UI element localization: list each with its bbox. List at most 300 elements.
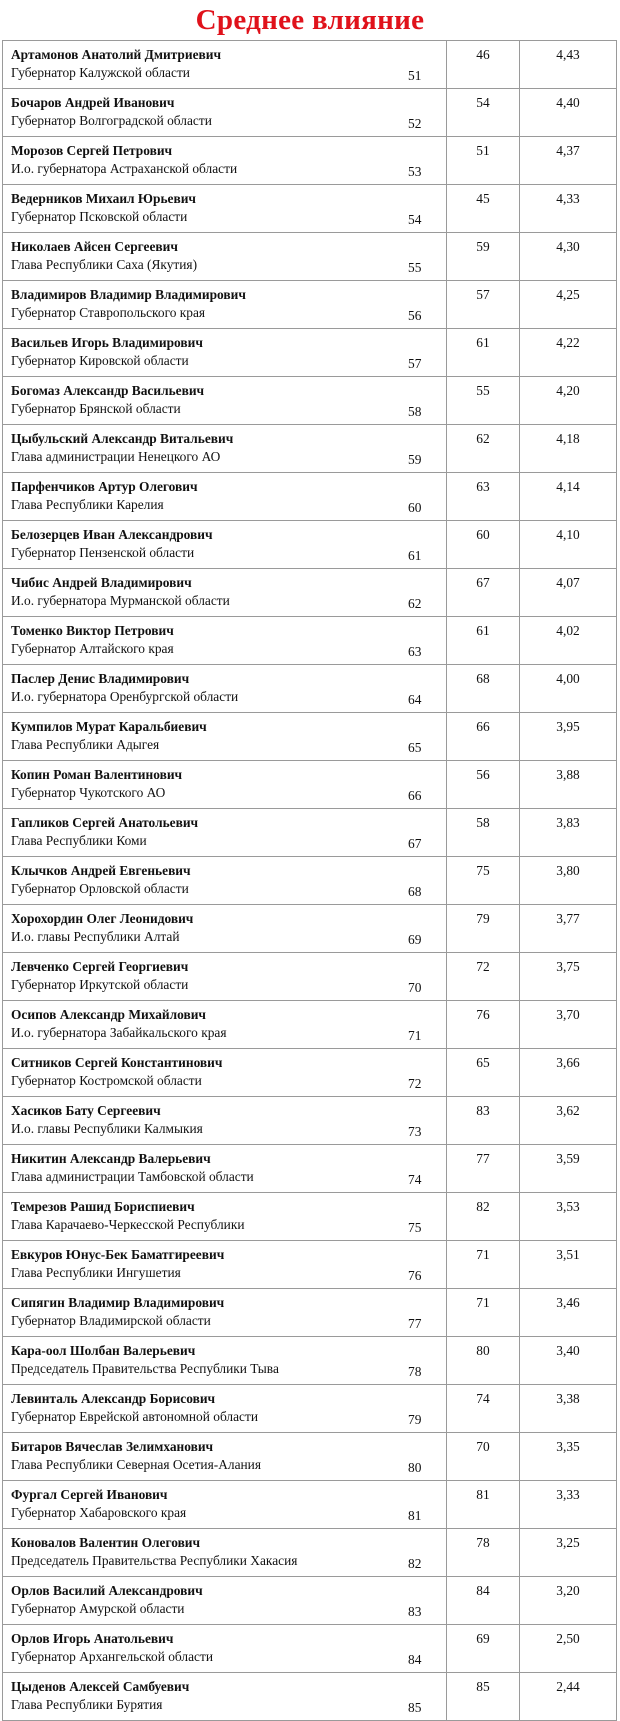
current-place: 65 xyxy=(408,740,422,755)
person-name: Томенко Виктор Петрович xyxy=(11,623,174,638)
person-position: Глава Республики Адыгея xyxy=(11,737,160,752)
previous-place-cell xyxy=(447,281,520,329)
person-name: Орлов Игорь Анатольевич xyxy=(11,1631,174,1646)
previous-place: 56 xyxy=(476,767,490,782)
place-cell xyxy=(380,1145,447,1193)
person-position: Глава Республики Коми xyxy=(11,833,147,848)
person-position: Губернатор Ставропольского края xyxy=(11,305,206,320)
score-cell xyxy=(520,233,617,281)
influence-score: 4,37 xyxy=(556,143,580,158)
score-cell xyxy=(520,1433,617,1481)
influence-score: 4,20 xyxy=(556,383,580,398)
influence-score: 4,22 xyxy=(556,335,580,350)
person-cell xyxy=(3,473,381,521)
score-cell xyxy=(520,329,617,377)
table-row xyxy=(3,1193,617,1241)
place-cell xyxy=(380,1337,447,1385)
person-name: Евкуров Юнус-Бек Баматгиреевич xyxy=(11,1247,225,1262)
person-cell xyxy=(3,281,381,329)
score-cell xyxy=(520,1193,617,1241)
table-row xyxy=(3,1241,617,1289)
table-row xyxy=(3,473,617,521)
current-place: 60 xyxy=(408,500,422,515)
score-cell xyxy=(520,857,617,905)
place-cell xyxy=(380,857,447,905)
current-place: 70 xyxy=(408,980,422,995)
previous-place-cell xyxy=(447,1529,520,1577)
person-cell xyxy=(3,137,381,185)
score-cell xyxy=(520,665,617,713)
current-place: 83 xyxy=(408,1604,422,1619)
rating-table-body xyxy=(3,41,617,1721)
previous-place: 46 xyxy=(476,47,490,62)
place-cell xyxy=(380,1385,447,1433)
person-position: Глава Республики Саха (Якутия) xyxy=(11,257,198,272)
influence-score: 3,95 xyxy=(556,719,580,734)
place-cell xyxy=(380,425,447,473)
current-place: 54 xyxy=(408,212,422,227)
previous-place-cell xyxy=(447,713,520,761)
place-cell xyxy=(380,761,447,809)
person-position: И.о. главы Республики Алтай xyxy=(11,929,180,944)
person-cell xyxy=(3,953,381,1001)
previous-place: 63 xyxy=(476,479,490,494)
page-title: Среднее влияние xyxy=(195,3,425,36)
previous-place-cell xyxy=(447,329,520,377)
person-cell xyxy=(3,329,381,377)
table-row xyxy=(3,425,617,473)
table-row xyxy=(3,377,617,425)
person-name: Хорохордин Олег Леонидович xyxy=(11,911,194,926)
person-position: Глава Республики Бурятия xyxy=(11,1697,163,1712)
current-place: 75 xyxy=(408,1220,422,1235)
previous-place-cell xyxy=(447,905,520,953)
person-cell xyxy=(3,1289,381,1337)
previous-place-cell xyxy=(447,185,520,233)
previous-place: 66 xyxy=(476,719,490,734)
score-cell xyxy=(520,1337,617,1385)
current-place: 79 xyxy=(408,1412,422,1427)
previous-place: 54 xyxy=(476,95,490,110)
previous-place: 61 xyxy=(476,335,490,350)
place-cell xyxy=(380,137,447,185)
score-cell xyxy=(520,617,617,665)
table-row xyxy=(3,1625,617,1673)
person-name: Левченко Сергей Георгиевич xyxy=(11,959,189,974)
previous-place: 71 xyxy=(476,1295,490,1310)
score-cell xyxy=(520,89,617,137)
influence-score: 3,83 xyxy=(556,815,580,830)
person-cell xyxy=(3,665,381,713)
person-name: Парфенчиков Артур Олегович xyxy=(11,479,198,494)
previous-place: 85 xyxy=(476,1679,490,1694)
influence-score: 3,38 xyxy=(556,1391,580,1406)
previous-place: 69 xyxy=(476,1631,490,1646)
previous-place-cell xyxy=(447,1337,520,1385)
previous-place-cell xyxy=(447,665,520,713)
person-cell xyxy=(3,233,381,281)
person-name: Битаров Вячеслав Зелимханович xyxy=(11,1439,214,1454)
person-name: Цыденов Алексей Самбуевич xyxy=(11,1679,190,1694)
person-name: Коновалов Валентин Олегович xyxy=(11,1535,201,1550)
person-position: Глава администрации Ненецкого АО xyxy=(11,449,221,464)
table-row xyxy=(3,1673,617,1721)
person-name: Осипов Александр Михайлович xyxy=(11,1007,206,1022)
previous-place-cell xyxy=(447,953,520,1001)
current-place: 81 xyxy=(408,1508,422,1523)
table-row xyxy=(3,89,617,137)
previous-place-cell xyxy=(447,1673,520,1721)
score-cell xyxy=(520,377,617,425)
influence-score: 3,20 xyxy=(556,1583,580,1598)
score-cell xyxy=(520,761,617,809)
influence-score: 3,62 xyxy=(556,1103,580,1118)
person-position: Губернатор Калужской области xyxy=(11,65,190,80)
person-position: Губернатор Кировской области xyxy=(11,353,189,368)
current-place: 51 xyxy=(408,68,422,83)
score-cell xyxy=(520,1097,617,1145)
table-row xyxy=(3,521,617,569)
person-name: Кумпилов Мурат Каральбиевич xyxy=(11,719,207,734)
influence-score: 4,02 xyxy=(556,623,580,638)
influence-score: 4,40 xyxy=(556,95,580,110)
person-name: Бочаров Андрей Иванович xyxy=(11,95,175,110)
person-cell xyxy=(3,1529,381,1577)
table-row xyxy=(3,857,617,905)
influence-score: 4,30 xyxy=(556,239,580,254)
previous-place-cell xyxy=(447,809,520,857)
previous-place: 84 xyxy=(476,1583,490,1598)
previous-place-cell xyxy=(447,857,520,905)
score-cell xyxy=(520,1241,617,1289)
previous-place: 76 xyxy=(476,1007,490,1022)
influence-score: 4,18 xyxy=(556,431,580,446)
score-cell xyxy=(520,713,617,761)
place-cell xyxy=(380,1097,447,1145)
score-cell xyxy=(520,185,617,233)
person-name: Темрезов Рашид Бориспиевич xyxy=(11,1199,195,1214)
previous-place-cell xyxy=(447,473,520,521)
person-position: Глава Республики Ингушетия xyxy=(11,1265,181,1280)
previous-place: 70 xyxy=(476,1439,490,1454)
current-place: 53 xyxy=(408,164,422,179)
table-row xyxy=(3,617,617,665)
score-cell xyxy=(520,521,617,569)
person-cell xyxy=(3,1145,381,1193)
previous-place-cell xyxy=(447,1097,520,1145)
person-name: Владимиров Владимир Владимирович xyxy=(11,287,246,302)
previous-place-cell xyxy=(447,1385,520,1433)
place-cell xyxy=(380,569,447,617)
score-cell xyxy=(520,1289,617,1337)
previous-place: 58 xyxy=(476,815,490,830)
person-name: Цыбульский Александр Витальевич xyxy=(11,431,234,446)
previous-place: 62 xyxy=(476,431,490,446)
place-cell xyxy=(380,713,447,761)
person-position: Глава Республики Северная Осетия-Алания xyxy=(11,1457,262,1472)
current-place: 77 xyxy=(408,1316,422,1331)
person-position: И.о. губернатора Мурманской области xyxy=(11,593,230,608)
person-position: И.о. главы Республики Калмыкия xyxy=(11,1121,203,1136)
previous-place: 72 xyxy=(476,959,490,974)
person-name: Орлов Василий Александрович xyxy=(11,1583,203,1598)
person-cell xyxy=(3,569,381,617)
score-cell xyxy=(520,41,617,89)
current-place: 84 xyxy=(408,1652,422,1667)
person-cell xyxy=(3,857,381,905)
current-place: 56 xyxy=(408,308,422,323)
previous-place-cell xyxy=(447,1193,520,1241)
previous-place: 55 xyxy=(476,383,490,398)
table-row xyxy=(3,1049,617,1097)
previous-place: 59 xyxy=(476,239,490,254)
table-row xyxy=(3,569,617,617)
previous-place: 79 xyxy=(476,911,490,926)
person-position: Председатель Правительства Республики Хакасия xyxy=(11,1553,298,1568)
person-name: Ситников Сергей Константинович xyxy=(11,1055,223,1070)
place-cell xyxy=(380,329,447,377)
person-position: Губернатор Иркутской области xyxy=(11,977,189,992)
person-name: Гапликов Сергей Анатольевич xyxy=(11,815,199,830)
previous-place-cell xyxy=(447,761,520,809)
person-name: Сипягин Владимир Владимирович xyxy=(11,1295,225,1310)
current-place: 78 xyxy=(408,1364,422,1379)
table-row xyxy=(3,713,617,761)
current-place: 57 xyxy=(408,356,422,371)
person-position: Председатель Правительства Республики Тыва xyxy=(11,1361,279,1376)
person-cell xyxy=(3,617,381,665)
previous-place: 71 xyxy=(476,1247,490,1262)
previous-place: 74 xyxy=(476,1391,490,1406)
place-cell xyxy=(380,281,447,329)
table-row xyxy=(3,137,617,185)
person-name: Артамонов Анатолий Дмитриевич xyxy=(11,47,222,62)
previous-place: 61 xyxy=(476,623,490,638)
person-cell xyxy=(3,1625,381,1673)
influence-score: 4,07 xyxy=(556,575,580,590)
influence-score: 3,33 xyxy=(556,1487,580,1502)
person-position: Глава администрации Тамбовской области xyxy=(11,1169,254,1184)
previous-place: 80 xyxy=(476,1343,490,1358)
influence-score: 4,10 xyxy=(556,527,580,542)
previous-place-cell xyxy=(447,521,520,569)
place-cell xyxy=(380,1193,447,1241)
person-position: Губернатор Владимирской области xyxy=(11,1313,211,1328)
person-cell xyxy=(3,809,381,857)
place-cell xyxy=(380,905,447,953)
score-cell xyxy=(520,473,617,521)
influence-score: 3,77 xyxy=(556,911,580,926)
influence-score: 3,53 xyxy=(556,1199,580,1214)
place-cell xyxy=(380,41,447,89)
rating-table xyxy=(2,40,617,1721)
person-name: Хасиков Бату Сергеевич xyxy=(11,1103,161,1118)
current-place: 76 xyxy=(408,1268,422,1283)
person-cell xyxy=(3,425,381,473)
score-cell xyxy=(520,1577,617,1625)
person-name: Никитин Александр Валерьевич xyxy=(11,1151,211,1166)
current-place: 63 xyxy=(408,644,422,659)
current-place: 64 xyxy=(408,692,422,707)
influence-score: 3,51 xyxy=(556,1247,580,1262)
previous-place-cell xyxy=(447,89,520,137)
previous-place-cell xyxy=(447,1001,520,1049)
influence-score: 3,80 xyxy=(556,863,580,878)
previous-place: 45 xyxy=(476,191,490,206)
place-cell xyxy=(380,233,447,281)
current-place: 61 xyxy=(408,548,422,563)
place-cell xyxy=(380,1289,447,1337)
place-cell xyxy=(380,89,447,137)
place-cell xyxy=(380,665,447,713)
person-name: Кара-оол Шолбан Валерьевич xyxy=(11,1343,196,1358)
person-name: Белозерцев Иван Александрович xyxy=(11,527,213,542)
influence-score: 4,33 xyxy=(556,191,580,206)
person-name: Ведерников Михаил Юрьевич xyxy=(11,191,196,206)
person-position: Губернатор Алтайского края xyxy=(11,641,174,656)
place-cell xyxy=(380,185,447,233)
place-cell xyxy=(380,617,447,665)
person-name: Морозов Сергей Петрович xyxy=(11,143,173,158)
score-cell xyxy=(520,953,617,1001)
current-place: 82 xyxy=(408,1556,422,1571)
place-cell xyxy=(380,1049,447,1097)
person-position: И.о. губернатора Астраханской области xyxy=(11,161,238,176)
table-row xyxy=(3,809,617,857)
influence-score: 3,88 xyxy=(556,767,580,782)
person-cell xyxy=(3,1097,381,1145)
person-cell xyxy=(3,905,381,953)
previous-place: 51 xyxy=(476,143,490,158)
influence-score: 4,00 xyxy=(556,671,580,686)
influence-score: 4,43 xyxy=(556,47,580,62)
score-cell xyxy=(520,1001,617,1049)
previous-place-cell xyxy=(447,1625,520,1673)
table-row xyxy=(3,1097,617,1145)
table-row xyxy=(3,761,617,809)
current-place: 74 xyxy=(408,1172,422,1187)
table-row xyxy=(3,329,617,377)
person-name: Богомаз Александр Васильевич xyxy=(11,383,205,398)
person-position: И.о. губернатора Оренбургской области xyxy=(11,689,239,704)
score-cell xyxy=(520,569,617,617)
person-cell xyxy=(3,1001,381,1049)
person-name: Копин Роман Валентинович xyxy=(11,767,183,782)
person-position: Губернатор Костромской области xyxy=(11,1073,202,1088)
previous-place: 75 xyxy=(476,863,490,878)
influence-score: 3,70 xyxy=(556,1007,580,1022)
table-row xyxy=(3,1337,617,1385)
current-place: 80 xyxy=(408,1460,422,1475)
current-place: 62 xyxy=(408,596,422,611)
current-place: 73 xyxy=(408,1124,422,1139)
person-position: Губернатор Пензенской области xyxy=(11,545,195,560)
previous-place-cell xyxy=(447,569,520,617)
title-bar xyxy=(0,0,620,40)
person-cell xyxy=(3,1049,381,1097)
person-position: Губернатор Архангельской области xyxy=(11,1649,213,1664)
previous-place-cell xyxy=(447,377,520,425)
place-cell xyxy=(380,473,447,521)
current-place: 72 xyxy=(408,1076,422,1091)
previous-place-cell xyxy=(447,1481,520,1529)
influence-score: 4,14 xyxy=(556,479,580,494)
previous-place: 67 xyxy=(476,575,490,590)
current-place: 52 xyxy=(408,116,422,131)
person-name: Николаев Айсен Сергеевич xyxy=(11,239,178,254)
influence-score: 2,50 xyxy=(556,1631,580,1646)
person-cell xyxy=(3,1481,381,1529)
person-cell xyxy=(3,41,381,89)
person-cell xyxy=(3,521,381,569)
score-cell xyxy=(520,281,617,329)
table-row xyxy=(3,281,617,329)
person-position: И.о. губернатора Забайкальского края xyxy=(11,1025,227,1040)
influence-score: 3,66 xyxy=(556,1055,580,1070)
previous-place-cell xyxy=(447,1145,520,1193)
person-name: Васильев Игорь Владимирович xyxy=(11,335,203,350)
table-row xyxy=(3,1529,617,1577)
current-place: 69 xyxy=(408,932,422,947)
score-cell xyxy=(520,1481,617,1529)
previous-place: 57 xyxy=(476,287,490,302)
table-row xyxy=(3,233,617,281)
person-cell xyxy=(3,1193,381,1241)
person-cell xyxy=(3,1577,381,1625)
current-place: 85 xyxy=(408,1700,422,1715)
place-cell xyxy=(380,377,447,425)
person-cell xyxy=(3,1673,381,1721)
previous-place-cell xyxy=(447,617,520,665)
influence-score: 4,25 xyxy=(556,287,580,302)
place-cell xyxy=(380,1625,447,1673)
score-cell xyxy=(520,425,617,473)
place-cell xyxy=(380,1673,447,1721)
person-position: Губернатор Брянской области xyxy=(11,401,181,416)
person-position: Губернатор Еврейской автономной области xyxy=(11,1409,259,1424)
person-name: Левинталь Александр Борисович xyxy=(11,1391,216,1406)
previous-place: 82 xyxy=(476,1199,490,1214)
table-row xyxy=(3,1385,617,1433)
table-row xyxy=(3,1289,617,1337)
place-cell xyxy=(380,1529,447,1577)
person-position: Глава Карачаево-Черкесской Республики xyxy=(11,1217,245,1232)
person-cell xyxy=(3,1241,381,1289)
table-row xyxy=(3,953,617,1001)
person-position: Губернатор Орловской области xyxy=(11,881,189,896)
table-row xyxy=(3,665,617,713)
person-position: Губернатор Амурской области xyxy=(11,1601,185,1616)
person-cell xyxy=(3,1337,381,1385)
current-place: 71 xyxy=(408,1028,422,1043)
influence-score: 3,35 xyxy=(556,1439,580,1454)
influence-score: 2,44 xyxy=(556,1679,580,1694)
previous-place: 77 xyxy=(476,1151,490,1166)
person-name: Фургал Сергей Иванович xyxy=(11,1487,168,1502)
person-position: Губернатор Волгоградской области xyxy=(11,113,212,128)
influence-score: 3,75 xyxy=(556,959,580,974)
person-name: Паслер Денис Владимирович xyxy=(11,671,190,686)
person-cell xyxy=(3,89,381,137)
person-name: Чибис Андрей Владимирович xyxy=(11,575,192,590)
previous-place: 83 xyxy=(476,1103,490,1118)
person-position: Губернатор Чукотского АО xyxy=(11,785,166,800)
place-cell xyxy=(380,1241,447,1289)
score-cell xyxy=(520,1385,617,1433)
place-cell xyxy=(380,521,447,569)
previous-place-cell xyxy=(447,1433,520,1481)
score-cell xyxy=(520,137,617,185)
